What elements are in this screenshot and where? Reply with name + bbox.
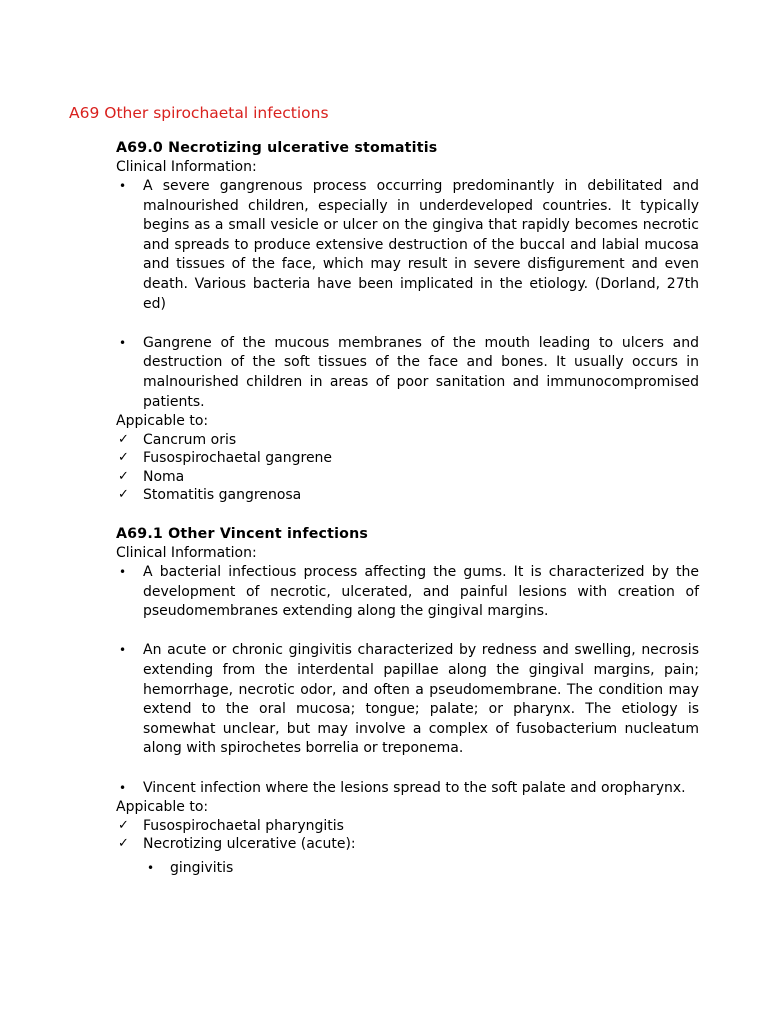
list-item-text: Cancrum oris [143,432,237,449]
checkmark-icon: ✓ [118,818,129,834]
sub-list [116,859,699,878]
list-item [116,177,699,314]
clinical-information-list [116,563,699,798]
list-item [116,859,699,878]
bullet-icon: • [119,179,127,193]
applicable-to-label: Appicable to: [116,799,209,816]
bullet-icon: • [119,643,127,658]
list-item [116,468,699,486]
list-item [116,835,699,853]
section-title: A69.0 Necrotizing ulcerative stomatitis [116,140,438,156]
section-a69-1 [116,525,699,878]
list-item-text: Gangrene of the mucous membranes of the mouth leading to ulcers and destruction of the soft tissues of the face and bones. It usually occurs in malnourished children in areas of poor sanitation and immunocompromised patients. [143,334,699,410]
checkmark-icon: ✓ [118,486,129,502]
list-item-text: Fusospirochaetal pharyngitis [143,818,344,835]
list-item [116,817,699,835]
checkmark-icon: ✓ [118,468,129,484]
clinical-information-list [116,177,699,412]
section-title: A69.1 Other Vincent infections [116,526,369,542]
chapter-heading: A69 Other spirochaetal infections [69,104,329,122]
list-item-text: Fusospirochaetal gangrene [143,450,333,467]
applicable-list [116,817,699,853]
list-item [116,563,699,622]
checkmark-icon: ✓ [118,432,129,448]
applicable-to-label: Appicable to: [116,413,209,430]
section-a69-0 [116,139,699,504]
checkmark-icon: ✓ [118,450,129,466]
list-item [116,334,699,412]
list-item [116,641,699,759]
applicable-list [116,431,699,504]
list-item-text: A bacterial infectious process affecting the gums. It is characterized by the development of necrotic, ulcerated, and painful lesions with creation of pseudomembranes extending along the gingival margins. [143,564,699,620]
list-item-text: A severe gangrenous process occurring predominantly in debilitated and malnourished children, especially in underdeveloped countries. It typically begins as a small vesicle or ulcer on the gingiva that rapidly becomes necrotic and spreads to produce extensive destruction of the buccal and labial mucosa and tissues of the face, which may result in severe disfigurement and even death. Various bacteria have been implicated in the etiology. (Dorland, 27th ed) [143,178,699,312]
clinical-information-label: Clinical Information: [116,545,257,561]
bullet-icon: • [119,335,127,350]
list-item-text: Stomatitis gangrenosa [143,486,302,503]
list-item [116,431,699,449]
bullet-icon: • [119,565,127,579]
list-item-text: gingivitis [170,859,234,876]
list-item-text: An acute or chronic gingivitis characterized by redness and swelling, necrosis extending from the interdental papillae along the gingival margins, pain; hemorrhage, necrotic odor, and often a pseudomembrane. The condition may extend to the oral mucosa; tongue; palate; or pharynx. The etiology is somewhat unclear, but may involve a complex of fusobacterium nucleatum along with spirochetes borrelia or treponema. [143,642,699,757]
list-item [116,486,699,504]
list-item-text: Necrotizing ulcerative (acute): [143,836,356,853]
list-item [116,779,699,799]
bullet-icon: • [119,780,127,795]
list-item-text: Vincent infection where the lesions spread to the soft palate and oropharynx. [143,779,686,796]
checkmark-icon: ✓ [118,836,129,852]
list-item [116,449,699,467]
bullet-icon: • [147,860,155,875]
clinical-information-label: Clinical Information: [116,159,257,175]
list-item-text: Noma [143,468,185,485]
